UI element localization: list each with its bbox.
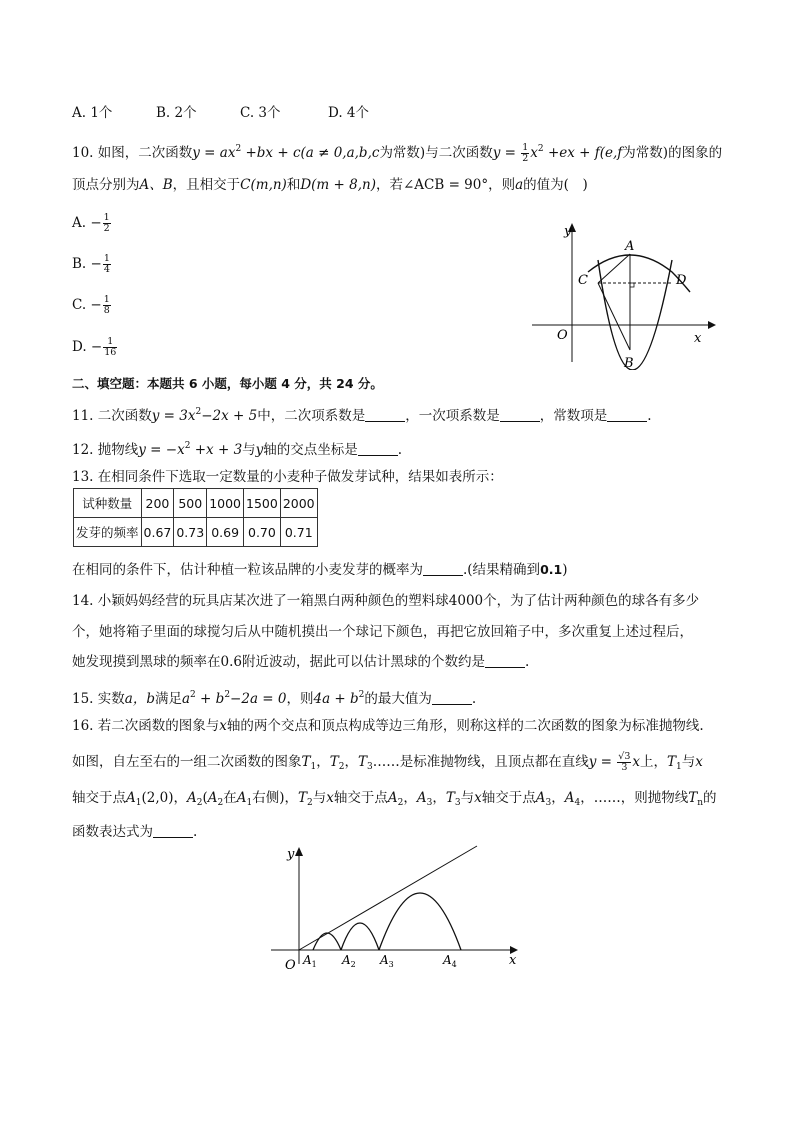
fraction: $\frac{1}{2}$	[522, 142, 529, 164]
answer-blank[interactable]	[358, 441, 398, 456]
answer-blank[interactable]	[485, 653, 525, 668]
answer-blank[interactable]	[365, 407, 405, 422]
q16-figure	[265, 840, 535, 975]
q9-option-c: C. 3个	[240, 105, 281, 121]
q13-question: 在相同的条件下，估计种植一粒该品牌的小麦发芽的概率为 .(结果精确到0.1)	[72, 562, 568, 578]
answer-blank[interactable]	[432, 690, 472, 705]
q10-option-c: C. − $\frac{1}{8}$	[72, 294, 110, 316]
table-cell: 0.70	[244, 518, 281, 547]
fig10-point-d: D	[676, 273, 687, 288]
answer-blank[interactable]	[607, 407, 647, 422]
fig16-point-a3: $A_3$	[380, 953, 394, 969]
q13-frequency-table	[73, 488, 318, 547]
fig10-point-c: C	[578, 273, 588, 288]
q10-option-d: D. − $\frac{1}{16}$	[72, 336, 117, 358]
q16-line-2: 如图，自左至右的一组二次函数的图象$T_1$，$T_2$，$T_3\dots\dots$是标准抛物线，且顶点都在直线y = $\frac{√3}{3}$ x上，$T_1$与x	[72, 751, 703, 773]
q10-line-2: 顶点分别为A、B，且相交于C(m,n)和D(m + 8,n)，若∠ACB = 90°，则a的值为( )	[72, 177, 588, 193]
q15: 15. 实数a，b满足$a^2 + b^2-2a = 0$，则$4a + b^2$的最大值为 .	[72, 690, 477, 707]
answer-blank[interactable]	[153, 823, 193, 838]
q16-line-1: 16. 若二次函数的图象与x轴的两个交点和顶点构成等边三角形，则称这样的二次函数的图象为标准抛物线.	[72, 718, 704, 734]
fig10-point-a: A	[625, 239, 635, 254]
table-row	[74, 518, 318, 547]
q11: 11. 二次函数$y = 3x^2-2x + 5$中，二次项系数是 ，一次项系数是 ，常数项是 .	[72, 407, 652, 424]
table-cell: 200	[141, 489, 174, 518]
table-row	[74, 489, 318, 518]
table-cell: 0.67	[141, 518, 174, 547]
q9-option-d: D. 4个	[328, 105, 370, 121]
fig16-point-a1: $A_1$	[303, 953, 317, 969]
fig16-point-a2: $A_2$	[342, 953, 356, 969]
answer-blank[interactable]	[500, 407, 540, 422]
q10-figure	[530, 220, 720, 370]
q14-line-2: 个，她将箱子里面的球搅匀后从中随机摸出一个球记下颜色，再把它放回箱子中，多次重复上述过程后，	[72, 624, 693, 640]
fig16-point-a4: $A_4$	[443, 953, 457, 969]
table-cell: 0.69	[207, 518, 244, 547]
table-cell: 0.71	[280, 518, 317, 547]
fig10-origin-label: O	[557, 328, 568, 343]
q13-intro: 13. 在相同条件下选取一定数量的小麦种子做发芽试种，结果如表所示：	[72, 469, 503, 485]
table-cell: 1000	[207, 489, 244, 518]
table-cell: 500	[174, 489, 207, 518]
fig16-x-label: x	[509, 953, 517, 968]
q12: 12. 抛物线$y = -x^2 +x + 3$与y轴的交点坐标是 .	[72, 441, 403, 458]
table-cell: 2000	[280, 489, 317, 518]
q16-line-3: 轴交于点$A_1(2,0)$，$A_2(A_2$在$A_1$右侧)，$T_2$与x轴交于点$A_2$，$A_3$，$T_3$与x轴交于点$A_3$，$A_4$，……，则抛物线$T_n$的	[72, 790, 717, 808]
fig10-point-b: B	[624, 356, 634, 370]
answer-blank[interactable]	[423, 561, 463, 576]
section-heading: 二、填空题：本题共 6 小题，每小题 4 分，共 24 分。	[72, 376, 383, 391]
fig16-y-label: y	[287, 847, 295, 862]
table-cell: 0.73	[174, 518, 207, 547]
table-cell: 1500	[244, 489, 281, 518]
q10-option-b: B. − $\frac{1}{4}$	[72, 253, 110, 275]
table-cell: 发芽的频率	[74, 518, 142, 547]
q9-option-a: A. 1个	[72, 105, 113, 121]
q14-line-3: 她发现摸到黑球的频率在0.6附近波动，据此可以估计黑球的个数约是 .	[72, 654, 530, 670]
q14-line-1: 14. 小颖妈妈经营的玩具店某次进了一箱黑白两种颜色的塑料球4000个，为了估计两种颜色的球各有多少	[72, 593, 700, 609]
q16-line-4: 函数表达式为 .	[72, 824, 198, 840]
fig10-x-label: x	[694, 331, 702, 346]
fig10-y-label: y	[564, 224, 572, 239]
table-cell: 试种数量	[74, 489, 142, 518]
q10-option-a: A. − $\frac{1}{2}$	[72, 212, 110, 234]
q9-option-b: B. 2个	[156, 105, 197, 121]
q10-line-1: 10. 如图，二次函数$y = ax^2 +bx + c(a \ne 0,a,b,c$为常数)与二次函数y = $\frac{1}{2}$ $x^2 +ex + f(e,f$为常数)的图象的	[72, 142, 723, 164]
fig16-origin-label: O	[285, 958, 296, 973]
